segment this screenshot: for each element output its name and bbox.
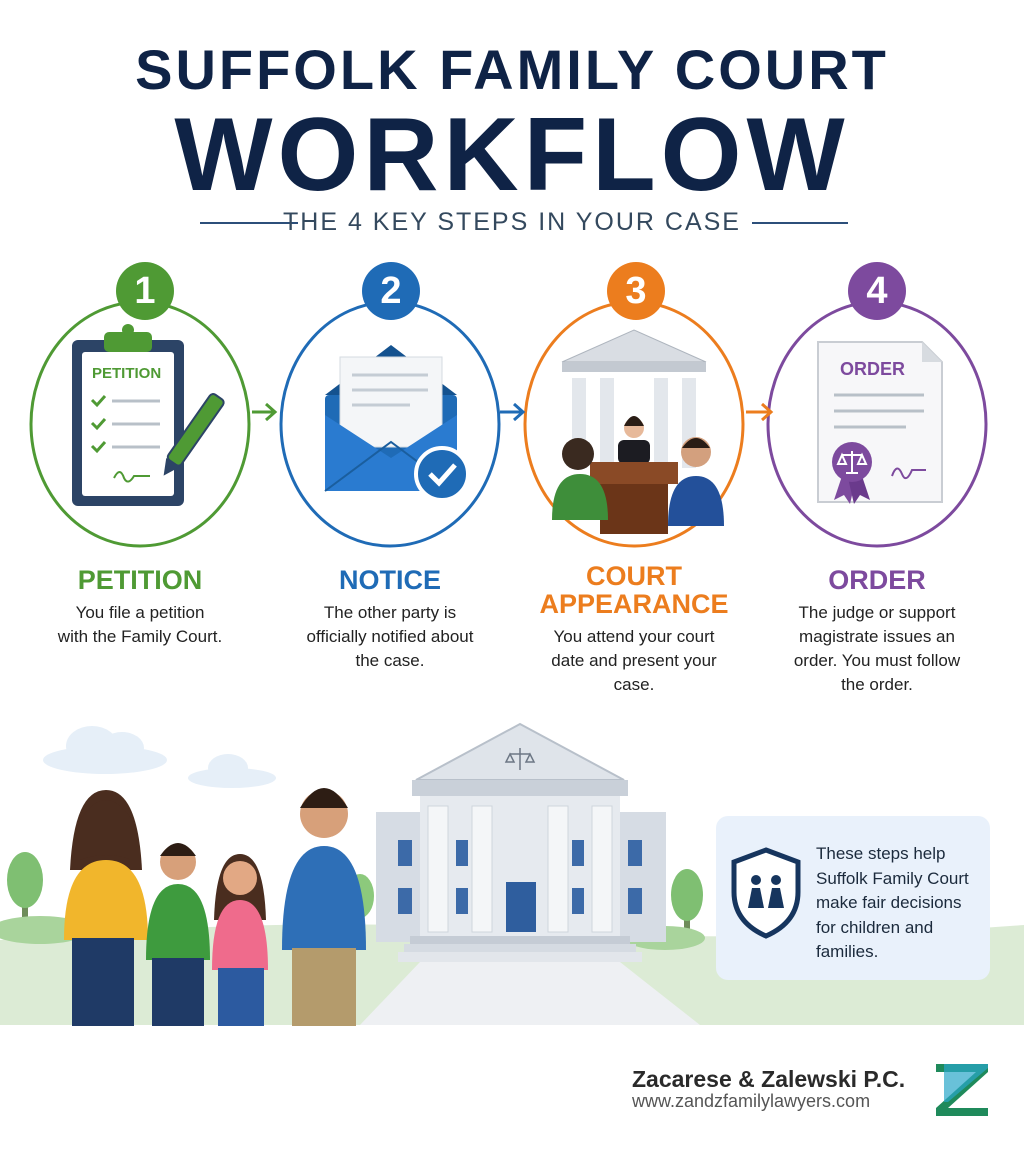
step-2-title: NOTICE <box>338 565 441 595</box>
arrow-right-icon <box>500 404 523 420</box>
step-1-desc: You file a petition with the Family Court. <box>57 603 223 646</box>
petition-doc-label: PETITION <box>92 365 162 382</box>
cloud-icon <box>188 754 276 788</box>
subtitle: THE 4 KEY STEPS IN YOUR CASE <box>283 208 741 236</box>
order-document-icon <box>818 342 942 504</box>
step-1-title: PETITION <box>77 565 203 595</box>
step-4-badge: 4 <box>848 262 906 320</box>
step-4-desc: The judge or support magistrate issues an order. You must follow the order. <box>793 603 961 694</box>
cloud-icon <box>43 726 167 774</box>
shield-family-icon <box>728 846 804 940</box>
courthouse-icon <box>376 724 666 962</box>
info-text: These steps help Suffolk Family Court make fair decisions for children and families. <box>816 844 969 961</box>
z-logo-icon <box>930 1058 994 1122</box>
step-2-desc: The other party is officially notified about the case. <box>306 603 474 670</box>
step-3-desc: You attend your court date and present your case. <box>551 627 717 694</box>
title-line-2: WORKFLOW <box>174 97 850 213</box>
step-3-title: COURT APPEARANCE <box>539 561 729 619</box>
order-doc-label: ORDER <box>840 359 906 379</box>
brand-name: Zacarese & Zalewski P.C. <box>632 1066 906 1092</box>
step-1-badge: 1 <box>116 262 174 320</box>
step-2-badge: 2 <box>362 262 420 320</box>
title-line-1: SUFFOLK FAMILY COURT <box>135 38 889 101</box>
step-3-badge: 3 <box>607 262 665 320</box>
arrow-right-icon <box>252 404 275 420</box>
step-4-title: ORDER <box>828 565 926 595</box>
brand-url[interactable]: www.zandzfamilylawyers.com <box>632 1091 871 1111</box>
